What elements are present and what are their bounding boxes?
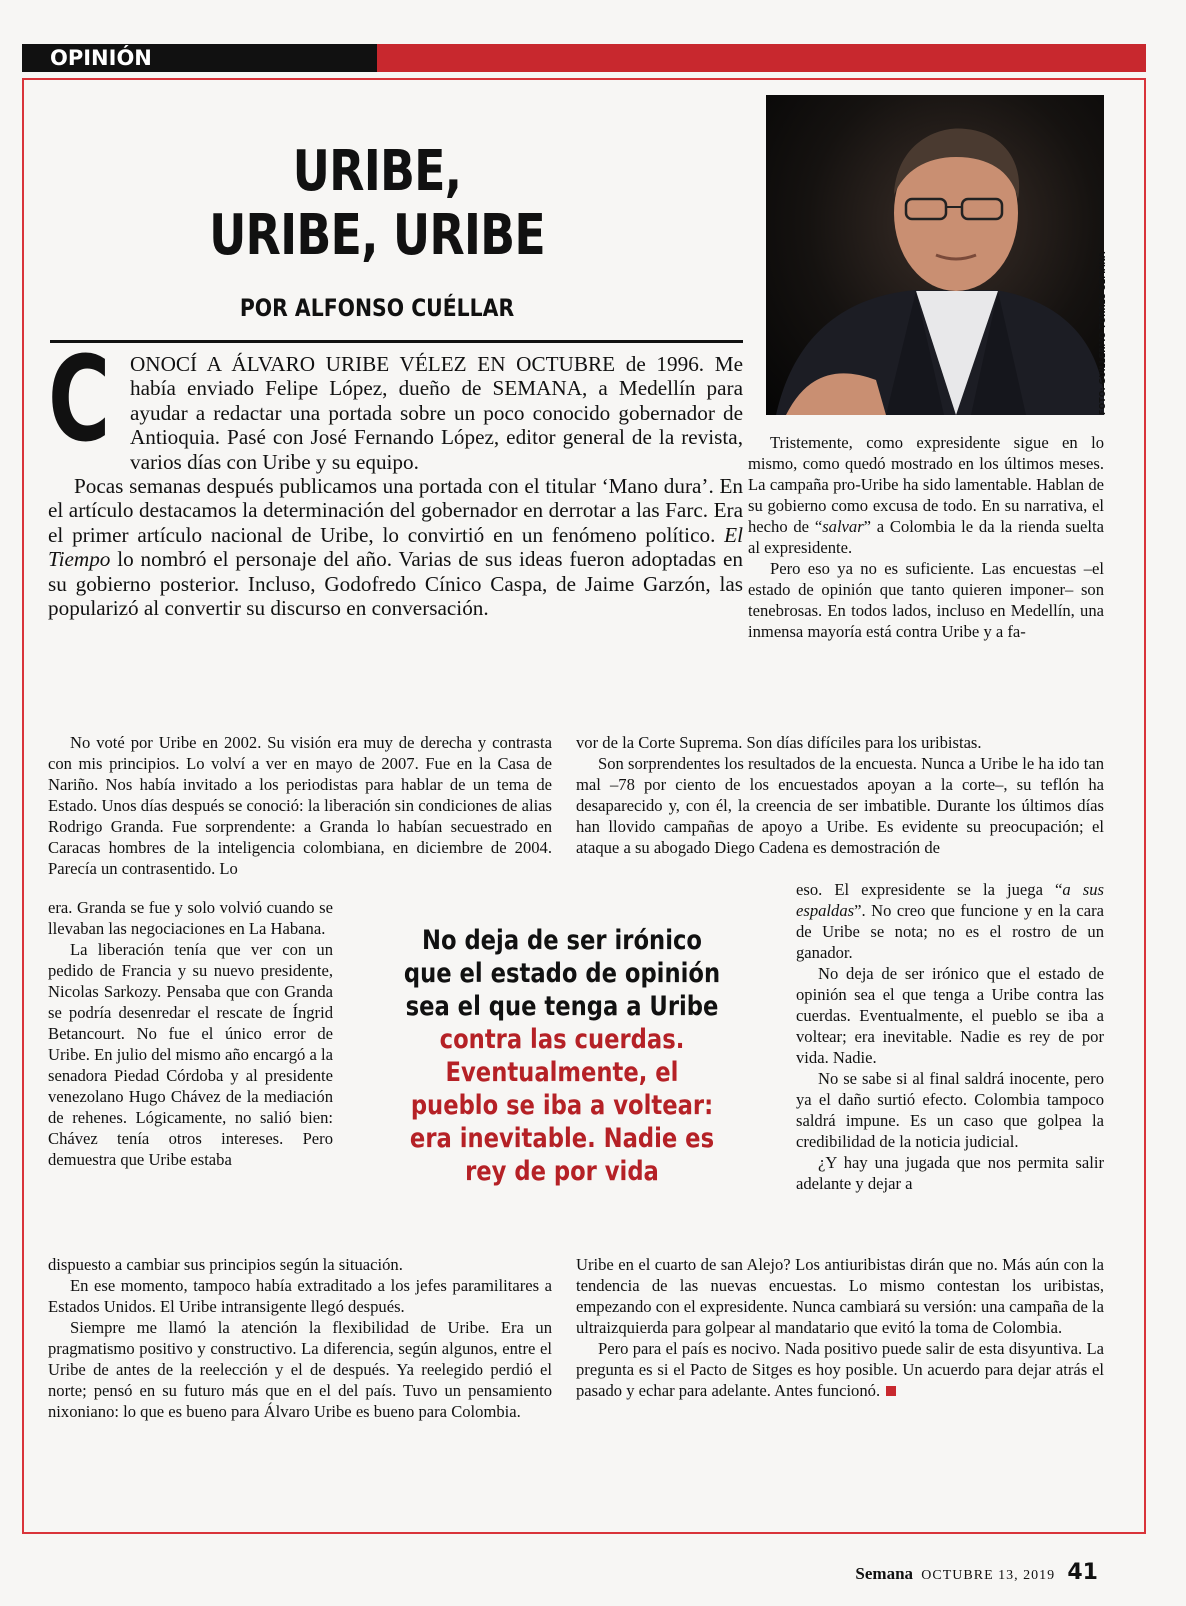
body-paragraph: No voté por Uribe en 2002. Su visión era muy de derecha y contrasta con mis principios. Lo volví a ver en mayo de 2007. Fue en la Casa de Nariño. Nos había invitado a los periodistas para hablar de un tema de Estado. Unos días después se conoció: la liberación sin condiciones de alias Rodrigo Granda. Fue sorprendente: a Granda lo habían secuestrado en Caracas hombres de la inteligencia colombiana, en diciembre de 2004. Parecía un contrasentido. Lo — [48, 733, 552, 878]
page-number: 41 — [1067, 1560, 1098, 1585]
headline-line-2: URIBE, URIBE — [209, 203, 545, 268]
section-label: OPINIÓN — [22, 44, 377, 72]
body-paragraph: Siempre me llamó la atención la flexibilidad de Uribe. Era un pragmatismo positivo y constructivo. La diferencia, según algunos, entre el Uribe de antes de la reelección y el de después. Ya reelegido perdió el norte; pensó en su futuro más que en el del país. Tuvo un pensamiento nixoniano: lo que es bueno para Álvaro Uribe es bueno para Colombia. — [48, 1318, 552, 1421]
headline-line-1: URIBE, — [292, 139, 462, 204]
portrait-illustration — [766, 95, 1104, 415]
author-photo — [766, 95, 1104, 415]
middle-column-bottom — [576, 1254, 1104, 1401]
drop-cap: C — [48, 330, 111, 468]
right-column-top — [748, 432, 1104, 642]
left-column-bottom — [48, 1254, 552, 1422]
body-paragraph: En ese momento, tampoco había extraditado a los jefes paramilitares a Estados Unidos. El Uribe intransigente llegó después. — [48, 1276, 552, 1316]
body-paragraph: eso. El expresidente se la juega “a sus espaldas”. No creo que funcione y en la cara de Uribe se nota; no es el rostro de un ganador. — [796, 880, 1104, 962]
body-paragraph: ¿Y hay una jugada que nos permita salir adelante y dejar a — [796, 1153, 1104, 1193]
footer-date: OCTUBRE 13, 2019 — [921, 1568, 1056, 1583]
intro-text — [48, 352, 743, 620]
intro-paragraph-1: ONOCÍ A ÁLVARO URIBE VÉLEZ EN OCTUBRE de 1996. Me había enviado Felipe López, dueño de SEMANA, a Medellín para ayudar a redactar una portada sobre un poco conocido gobernador de Antioquia. Pasé con José Fernando López, editor general de la revista, varios días con Uribe y su equipo. — [130, 352, 743, 474]
right-column-narrow — [796, 879, 1104, 1194]
body-paragraph: La liberación tenía que ver con un pedido de Francia y su nuevo presidente, Nicolas Sarkozy. Pensaba que con Granda se podría desenredar el rescate de Íngrid Betancourt. No fue el único error de Uribe. En julio del mismo año encargó a la senadora Piedad Córdoba y al presidente venezolano Hugo Chávez de la mediación de rehenes. Lógicamente, no salió bien: Chávez tenía otros intereses. Pero demuestra que Uribe estaba — [48, 940, 333, 1169]
body-paragraph: Son sorprendentes los resultados de la encuesta. Nunca a Uribe le ha ido tan mal –78 por ciento de los encuestados apoyan a la corte–, su teflón ha desaparecido y, con él, la creencia de ser imbatible. Durante los últimos días han llovido campañas de apoyo a Uribe. Es evidente su preocupación; el ataque a su abogado Diego Cadena es demostración de — [576, 754, 1104, 857]
middle-column-top — [576, 732, 1104, 858]
byline: POR ALFONSO CUÉLLAR — [239, 294, 515, 322]
body-paragraph: Uribe en el cuarto de san Alejo? Los antiuribistas dirán que no. Más aún con la tendencia de las nuevas encuestas. Lo mismo contestan los uribistas, empezando con el expresidente. Nunca cambiará su versión: una campaña de la ultraizquierda para golpear al mandatario que evitó la toma de Colombia. — [576, 1255, 1105, 1337]
body-paragraph: dispuesto a cambiar sus principios según la situación. — [48, 1255, 403, 1274]
body-paragraph: vor de la Corte Suprema. Son días difíciles para los uribistas. — [576, 733, 982, 752]
body-paragraph: era. Granda se fue y solo volvió cuando se llevaban las negociaciones en La Habana. — [48, 898, 333, 938]
left-column-narrow — [48, 897, 333, 1170]
body-paragraph: Tristemente, como expresidente sigue en lo mismo, como quedó mostrado en los últimos meses. La campaña pro-Uribe ha sido lamentable. Hablan de su gobierno como excusa de todo. En su narrativa, el hecho de “salvar” a Colombia le da la rienda suelta al expresidente. — [748, 433, 1104, 557]
body-paragraph: Pero para el país es nocivo. Nada positivo puede salir de esta disyuntiva. La pregunta es si el Pacto de Sitges es hoy posible. Un acuerdo para dejar atrás el pasado y echar para adelante. Antes funcionó. — [576, 1339, 1104, 1400]
photo-credit: FOTO: GUILLERMO TORRES-SEMANA — [1098, 251, 1107, 415]
intro-paragraph-2: Pocas semanas después publicamos una portada con el titular ‘Mano dura’. En el artículo destacamos la determinación del gobernador en derrotar a las Farc. Era el primer artículo nacional de Uribe, lo convirtió en un fenómeno político. El Tiempo lo nombró el personaje del año. Varias de sus ideas fueron adoptadas en su gobierno posterior. Incluso, Godofredo Cínico Caspa, de Jaime Garzón, las popularizó al convertir su discurso en conversación. — [48, 474, 743, 621]
body-paragraph: Pero eso ya no es suficiente. Las encuestas –el estado de opinión que tanto quieren imponer– son tenebrosas. En todos lados, incluso en Medellín, una inmensa mayoría está contra Uribe y a fa- — [748, 559, 1104, 641]
headline-rule — [50, 340, 743, 343]
pull-quote-red: contra las cuerdas. Eventualmente, el pueblo se iba a voltear: era inevitable. Nadie es rey de por vida — [409, 1024, 715, 1187]
left-column-top — [48, 732, 552, 882]
end-mark — [886, 1386, 896, 1396]
section-bar — [22, 44, 1146, 72]
pull-quote — [402, 924, 721, 1188]
pull-quote-black: No deja de ser irónico que el estado de opinión sea el que tenga a Uribe — [403, 925, 721, 1022]
page-footer — [855, 1560, 1098, 1585]
headline — [111, 140, 644, 268]
body-paragraph: No se sabe si al final saldrá inocente, pero ya el daño surtió efecto. Colombia tampoco saldrá impune. Es un caso que golpea la credibilidad de la noticia judicial. — [796, 1069, 1104, 1151]
footer-brand: Semana — [855, 1564, 914, 1583]
body-paragraph: No deja de ser irónico que el estado de opinión sea el que tenga a Uribe contra las cuerdas. Eventualmente, el pueblo se iba a voltear; era inevitable. Nadie es rey de por vida. Nadie. — [796, 964, 1104, 1067]
